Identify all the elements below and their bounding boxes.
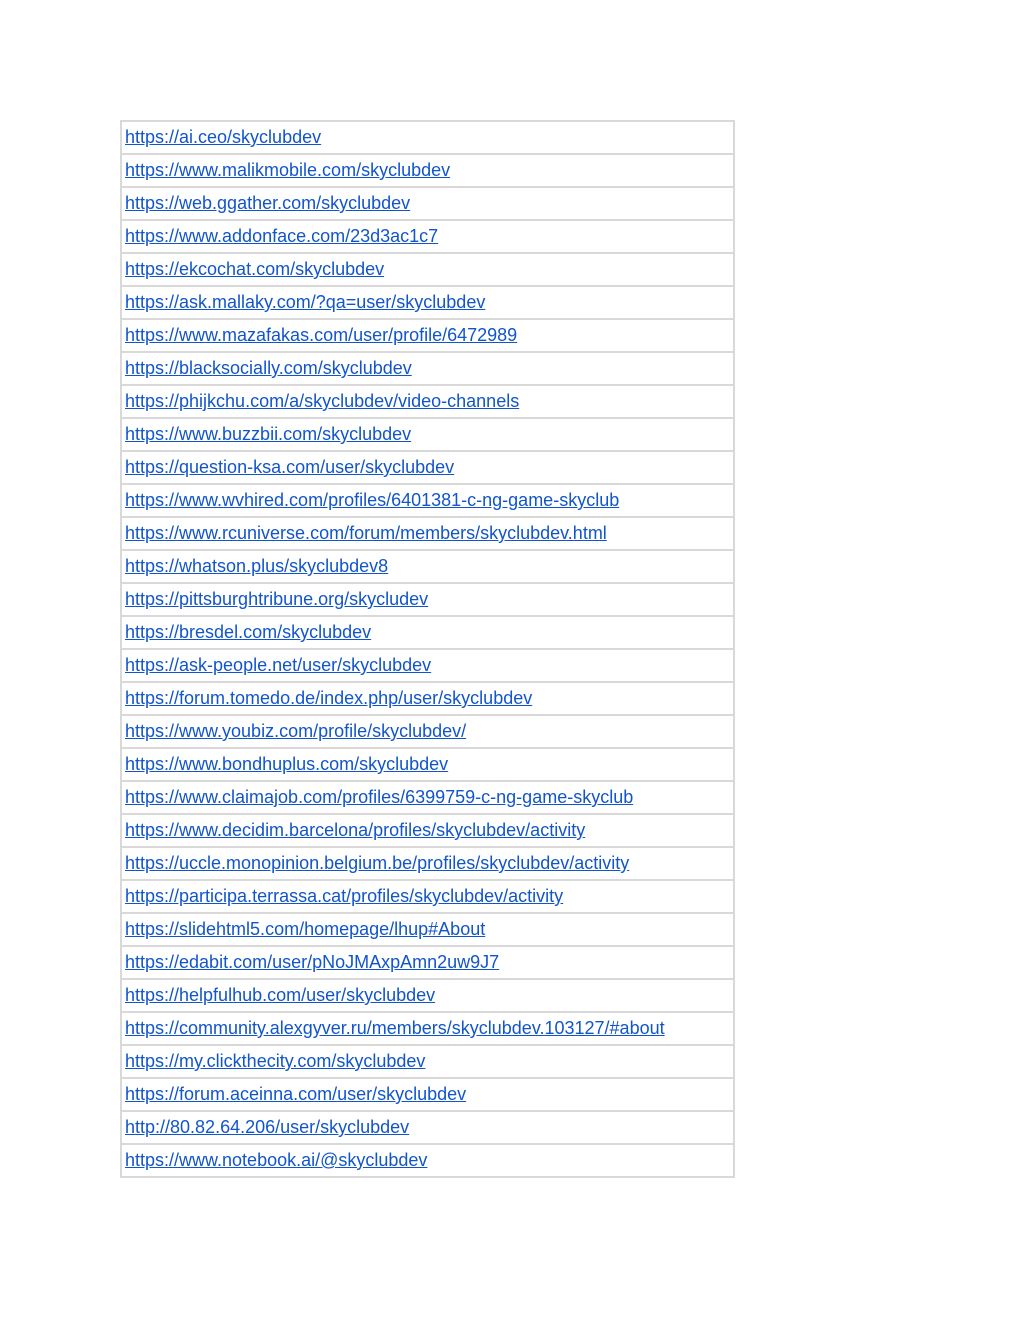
- link[interactable]: https://www.buzzbii.com/skyclubdev: [125, 424, 412, 444]
- link[interactable]: https://forum.tomedo.de/index.php/user/skyclubdev: [125, 688, 533, 708]
- table-row: [121, 1045, 734, 1078]
- link[interactable]: https://community.alexgyver.ru/members/skyclubdev.103127/#about: [125, 1018, 665, 1038]
- table-row: [121, 616, 734, 649]
- table-row: [121, 484, 734, 517]
- table-cell: [121, 352, 734, 385]
- link[interactable]: https://www.addonface.com/23d3ac1c7: [125, 226, 439, 246]
- table-cell: [121, 385, 734, 418]
- link[interactable]: https://participa.terrassa.cat/profiles/skyclubdev/activity: [125, 886, 564, 906]
- table-row: [121, 781, 734, 814]
- table-row: [121, 814, 734, 847]
- link[interactable]: https://ai.ceo/skyclubdev: [125, 127, 322, 147]
- link[interactable]: https://helpfulhub.com/user/skyclubdev: [125, 985, 436, 1005]
- link[interactable]: https://blacksocially.com/skyclubdev: [125, 358, 412, 378]
- table-cell: [121, 979, 734, 1012]
- table-row: [121, 385, 734, 418]
- table-cell: [121, 253, 734, 286]
- link[interactable]: https://bresdel.com/skyclubdev: [125, 622, 372, 642]
- table-cell: [121, 1078, 734, 1111]
- link[interactable]: https://forum.aceinna.com/user/skyclubdev: [125, 1084, 467, 1104]
- table-row: [121, 121, 734, 154]
- link[interactable]: http://80.82.64.206/user/skyclubdev: [125, 1117, 410, 1137]
- table-row: [121, 352, 734, 385]
- table-cell: [121, 682, 734, 715]
- table-row: [121, 946, 734, 979]
- table-row: [121, 1111, 734, 1144]
- table-cell: [121, 583, 734, 616]
- link[interactable]: https://whatson.plus/skyclubdev8: [125, 556, 389, 576]
- table-row: [121, 319, 734, 352]
- table-row: [121, 748, 734, 781]
- table-cell: [121, 649, 734, 682]
- links-table-body: [121, 121, 734, 1177]
- table-row: [121, 979, 734, 1012]
- link[interactable]: https://www.decidim.barcelona/profiles/skyclubdev/activity: [125, 820, 586, 840]
- table-cell: [121, 946, 734, 979]
- table-cell: [121, 220, 734, 253]
- link[interactable]: https://pittsburghtribune.org/skycludev: [125, 589, 429, 609]
- link[interactable]: https://www.wvhired.com/profiles/6401381-c-ng-game-skyclub: [125, 490, 620, 510]
- table-cell: [121, 1111, 734, 1144]
- table-cell: [121, 286, 734, 319]
- table-cell: [121, 781, 734, 814]
- link[interactable]: https://www.bondhuplus.com/skyclubdev: [125, 754, 449, 774]
- link[interactable]: https://www.malikmobile.com/skyclubdev: [125, 160, 451, 180]
- link[interactable]: https://question-ksa.com/user/skyclubdev: [125, 457, 455, 477]
- table-row: [121, 583, 734, 616]
- table-cell: [121, 121, 734, 154]
- table-row: [121, 418, 734, 451]
- link[interactable]: https://web.ggather.com/skyclubdev: [125, 193, 411, 213]
- table-cell: [121, 451, 734, 484]
- table-row: [121, 1144, 734, 1177]
- table-row: [121, 517, 734, 550]
- link[interactable]: https://phijkchu.com/a/skyclubdev/video-channels: [125, 391, 520, 411]
- table-row: [121, 253, 734, 286]
- table-row: [121, 649, 734, 682]
- table-cell: [121, 715, 734, 748]
- table-row: [121, 1078, 734, 1111]
- table-cell: [121, 154, 734, 187]
- table-cell: [121, 880, 734, 913]
- table-cell: [121, 550, 734, 583]
- table-row: [121, 913, 734, 946]
- table-row: [121, 550, 734, 583]
- table-cell: [121, 1144, 734, 1177]
- table-cell: [121, 1045, 734, 1078]
- link[interactable]: https://www.rcuniverse.com/forum/members/skyclubdev.html: [125, 523, 607, 543]
- link[interactable]: https://my.clickthecity.com/skyclubdev: [125, 1051, 426, 1071]
- table-cell: [121, 1012, 734, 1045]
- table-cell: [121, 913, 734, 946]
- link[interactable]: https://www.claimajob.com/profiles/6399759-c-ng-game-skyclub: [125, 787, 634, 807]
- link[interactable]: https://www.youbiz.com/profile/skyclubdev/: [125, 721, 467, 741]
- table-row: [121, 682, 734, 715]
- table-cell: [121, 319, 734, 352]
- link[interactable]: https://ask.mallaky.com/?qa=user/skyclubdev: [125, 292, 486, 312]
- table-row: [121, 1012, 734, 1045]
- link[interactable]: https://uccle.monopinion.belgium.be/profiles/skyclubdev/activity: [125, 853, 630, 873]
- table-row: [121, 715, 734, 748]
- link[interactable]: https://ekcochat.com/skyclubdev: [125, 259, 385, 279]
- table-cell: [121, 814, 734, 847]
- link[interactable]: https://edabit.com/user/pNoJMAxpAmn2uw9J7: [125, 952, 500, 972]
- table-row: [121, 187, 734, 220]
- table-cell: [121, 847, 734, 880]
- table-row: [121, 847, 734, 880]
- link[interactable]: https://slidehtml5.com/homepage/lhup#About: [125, 919, 486, 939]
- link[interactable]: https://www.mazafakas.com/user/profile/6472989: [125, 325, 518, 345]
- table-cell: [121, 748, 734, 781]
- table-cell: [121, 418, 734, 451]
- table-row: [121, 451, 734, 484]
- table-cell: [121, 517, 734, 550]
- links-table: [120, 120, 735, 1178]
- table-cell: [121, 616, 734, 649]
- table-row: [121, 880, 734, 913]
- table-cell: [121, 187, 734, 220]
- link[interactable]: https://ask-people.net/user/skyclubdev: [125, 655, 432, 675]
- link[interactable]: https://www.notebook.ai/@skyclubdev: [125, 1150, 428, 1170]
- table-row: [121, 154, 734, 187]
- table-row: [121, 220, 734, 253]
- table-cell: [121, 484, 734, 517]
- table-row: [121, 286, 734, 319]
